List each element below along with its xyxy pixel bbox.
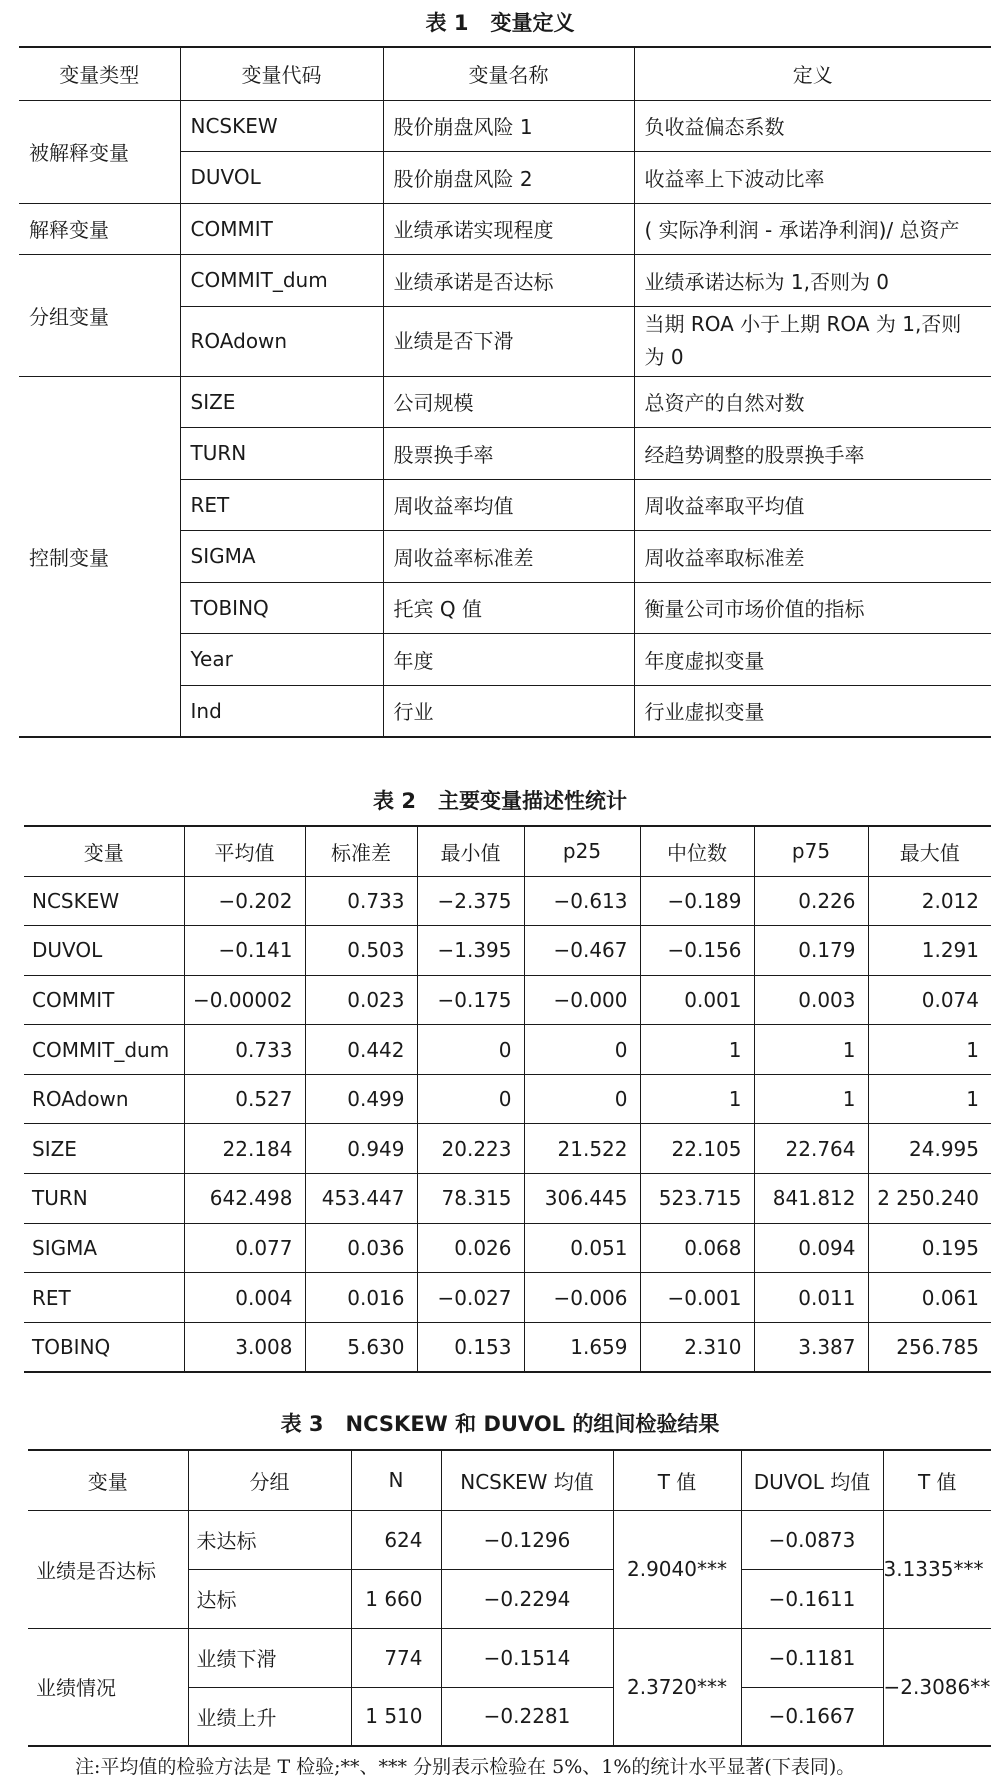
stat-value-cell: 0.003 (754, 975, 868, 1025)
table-row (24, 1322, 991, 1372)
table-row (28, 1628, 991, 1687)
variable-type-cell: 解释变量 (19, 203, 180, 255)
table2-header-cell: 标准差 (305, 826, 417, 876)
stat-value-cell: 0.001 (640, 975, 754, 1025)
table1-header-row (19, 47, 991, 100)
stat-value-cell: 0.011 (754, 1273, 868, 1323)
table3-header-cell: T 值 (883, 1450, 991, 1510)
stat-value-cell: 523.715 (640, 1174, 754, 1224)
group-label-cell: 达标 (188, 1569, 351, 1628)
table-row (24, 926, 991, 976)
stat-value-cell: −0.000 (524, 975, 640, 1025)
table2-header-cell: 最小值 (417, 826, 524, 876)
table-row (19, 255, 991, 307)
table-row (28, 1510, 991, 1569)
stat-value-cell: 0.179 (754, 926, 868, 976)
stat-value-cell: 21.522 (524, 1124, 640, 1174)
table3-header-cell: N (351, 1450, 441, 1510)
duvol-mean-cell: −0.1611 (741, 1569, 883, 1628)
stat-value-cell: 642.498 (184, 1174, 305, 1224)
variable-name-cell: 股价崩盘风险 2 (383, 152, 634, 204)
variable-type-cell: 被解释变量 (19, 100, 180, 203)
stat-value-cell: −2.375 (417, 876, 524, 926)
table2-header-row (24, 826, 991, 876)
table-row (24, 1273, 991, 1323)
stat-value-cell: 1.291 (868, 926, 991, 976)
variable-type-cell: 分组变量 (19, 255, 180, 377)
definition-cell: 收益率上下波动比率 (634, 152, 991, 204)
stat-value-cell: 0.442 (305, 1025, 417, 1075)
variable-name-cell: 股价崩盘风险 1 (383, 100, 634, 152)
stat-value-cell: −0.202 (184, 876, 305, 926)
stat-value-cell: 22.105 (640, 1124, 754, 1174)
table3-header-row (28, 1450, 991, 1510)
stat-value-cell: 1 (640, 1025, 754, 1075)
stat-value-cell: 0.068 (640, 1223, 754, 1273)
variable-cell: COMMIT (24, 975, 184, 1025)
table3-caption-number: 表 3 (280, 1412, 324, 1436)
stat-value-cell: 5.630 (305, 1322, 417, 1372)
table1-header-cell: 变量类型 (19, 47, 180, 100)
stat-value-cell: 0.195 (868, 1223, 991, 1273)
variable-cell: DUVOL (24, 926, 184, 976)
variable-code-cell: ROAdown (180, 306, 383, 376)
ncskew-t-cell: 2.9040*** (613, 1510, 741, 1628)
table3-caption (0, 1409, 1000, 1439)
variable-name-cell: 业绩承诺是否达标 (383, 255, 634, 307)
duvol-mean-cell: −0.1667 (741, 1687, 883, 1746)
table-row (24, 876, 991, 926)
stat-value-cell: −0.006 (524, 1273, 640, 1323)
stat-value-cell: 841.812 (754, 1174, 868, 1224)
stat-value-cell: 22.764 (754, 1124, 868, 1174)
stat-value-cell: 1.659 (524, 1322, 640, 1372)
table1-header-cell: 变量名称 (383, 47, 634, 100)
table-row (24, 1074, 991, 1124)
ncskew-t-cell: 2.3720*** (613, 1628, 741, 1746)
table3-header-cell: T 值 (613, 1450, 741, 1510)
descriptive-statistics-table (24, 825, 991, 1373)
table2-header-cell: 变量 (24, 826, 184, 876)
stat-value-cell: 1 (754, 1074, 868, 1124)
stat-value-cell: 1 (754, 1025, 868, 1075)
stat-value-cell: 0.004 (184, 1273, 305, 1323)
variable-name-cell: 年度 (383, 634, 634, 686)
stat-value-cell: 0 (524, 1074, 640, 1124)
table-row (24, 1124, 991, 1174)
variable-code-cell: RET (180, 479, 383, 531)
variable-code-cell: TURN (180, 428, 383, 480)
variable-code-cell: Ind (180, 685, 383, 737)
stat-value-cell: 78.315 (417, 1174, 524, 1224)
stat-value-cell: 20.223 (417, 1124, 524, 1174)
stat-value-cell: 0.153 (417, 1322, 524, 1372)
variable-type-cell: 控制变量 (19, 376, 180, 737)
table2-caption-title: 主要变量描述性统计 (437, 789, 627, 813)
stat-value-cell: 0.074 (868, 975, 991, 1025)
table-row (24, 1174, 991, 1224)
stat-value-cell: −0.001 (640, 1273, 754, 1323)
variable-definition-table (19, 46, 991, 738)
stat-value-cell: −0.613 (524, 876, 640, 926)
stat-value-cell: 3.008 (184, 1322, 305, 1372)
table1-header-cell: 变量代码 (180, 47, 383, 100)
variable-code-cell: TOBINQ (180, 582, 383, 634)
ncskew-mean-cell: −0.1514 (441, 1628, 613, 1687)
table1-header-cell: 定义 (634, 47, 991, 100)
group-variable-cell: 业绩是否达标 (28, 1510, 188, 1628)
n-cell: 774 (351, 1628, 441, 1687)
stat-value-cell: 2 250.240 (868, 1174, 991, 1224)
table2-header-cell: 最大值 (868, 826, 991, 876)
stat-value-cell: −0.141 (184, 926, 305, 976)
stat-value-cell: 0.527 (184, 1074, 305, 1124)
group-label-cell: 未达标 (188, 1510, 351, 1569)
variable-cell: RET (24, 1273, 184, 1323)
table2-header-cell: p25 (524, 826, 640, 876)
stat-value-cell: 1 (640, 1074, 754, 1124)
stat-value-cell: −0.467 (524, 926, 640, 976)
definition-cell: 经趋势调整的股票换手率 (634, 428, 991, 480)
ncskew-mean-cell: −0.1296 (441, 1510, 613, 1569)
definition-cell: 业绩承诺达标为 1,否则为 0 (634, 255, 991, 307)
table3-caption-title: NCSKEW 和 DUVOL 的组间检验结果 (345, 1412, 720, 1436)
variable-code-cell: Year (180, 634, 383, 686)
stat-value-cell: 0 (524, 1025, 640, 1075)
table1-caption-title: 变量定义 (490, 11, 575, 35)
stat-value-cell: 0.733 (305, 876, 417, 926)
stat-value-cell: −0.175 (417, 975, 524, 1025)
definition-cell: 衡量公司市场价值的指标 (634, 582, 991, 634)
table-row (19, 100, 991, 152)
stat-value-cell: 0.499 (305, 1074, 417, 1124)
definition-cell: 总资产的自然对数 (634, 376, 991, 428)
variable-name-cell: 股票换手率 (383, 428, 634, 480)
group-variable-cell: 业绩情况 (28, 1628, 188, 1746)
stat-value-cell: 1 (868, 1025, 991, 1075)
table1-caption-number: 表 1 (425, 11, 469, 35)
stat-value-cell: 0.016 (305, 1273, 417, 1323)
table2-caption (0, 786, 1000, 816)
duvol-t-cell: 3.1335*** (883, 1510, 991, 1628)
table2-header-cell: 中位数 (640, 826, 754, 876)
variable-cell: TOBINQ (24, 1322, 184, 1372)
stat-value-cell: 0.026 (417, 1223, 524, 1273)
variable-name-cell: 公司规模 (383, 376, 634, 428)
table1-caption (0, 8, 1000, 38)
variable-name-cell: 托宾 Q 值 (383, 582, 634, 634)
stat-value-cell: 3.387 (754, 1322, 868, 1372)
definition-cell: 年度虚拟变量 (634, 634, 991, 686)
stat-value-cell: 2.012 (868, 876, 991, 926)
group-label-cell: 业绩下滑 (188, 1628, 351, 1687)
stat-value-cell: 0.226 (754, 876, 868, 926)
ncskew-mean-cell: −0.2281 (441, 1687, 613, 1746)
duvol-mean-cell: −0.1181 (741, 1628, 883, 1687)
stat-value-cell: 0.023 (305, 975, 417, 1025)
variable-cell: SIGMA (24, 1223, 184, 1273)
stat-value-cell: 22.184 (184, 1124, 305, 1174)
definition-cell: 行业虚拟变量 (634, 685, 991, 737)
table-row (19, 376, 991, 428)
stat-value-cell: −0.156 (640, 926, 754, 976)
table3-header-cell: DUVOL 均值 (741, 1450, 883, 1510)
variable-cell: COMMIT_dum (24, 1025, 184, 1075)
n-cell: 1 660 (351, 1569, 441, 1628)
variable-code-cell: DUVOL (180, 152, 383, 204)
table-row (19, 203, 991, 255)
stat-value-cell: 0.061 (868, 1273, 991, 1323)
stat-value-cell: 0 (417, 1074, 524, 1124)
table-row (24, 1025, 991, 1075)
group-label-cell: 业绩上升 (188, 1687, 351, 1746)
stat-value-cell: 0.036 (305, 1223, 417, 1273)
table2-header-cell: 平均值 (184, 826, 305, 876)
stat-value-cell: 306.445 (524, 1174, 640, 1224)
table-row (24, 1223, 991, 1273)
variable-cell: TURN (24, 1174, 184, 1224)
stat-value-cell: 0.733 (184, 1025, 305, 1075)
table3-header-cell: NCSKEW 均值 (441, 1450, 613, 1510)
definition-cell: ( 实际净利润 - 承诺净利润)/ 总资产 (634, 203, 991, 255)
stat-value-cell: 1 (868, 1074, 991, 1124)
table3-header-cell: 分组 (188, 1450, 351, 1510)
table3-header-cell: 变量 (28, 1450, 188, 1510)
stat-value-cell: −0.189 (640, 876, 754, 926)
stat-value-cell: 0.503 (305, 926, 417, 976)
stat-value-cell: 256.785 (868, 1322, 991, 1372)
stat-value-cell: 0.077 (184, 1223, 305, 1273)
stat-value-cell: 0 (417, 1025, 524, 1075)
variable-code-cell: SIZE (180, 376, 383, 428)
duvol-mean-cell: −0.0873 (741, 1510, 883, 1569)
stat-value-cell: 0.949 (305, 1124, 417, 1174)
variable-name-cell: 周收益率均值 (383, 479, 634, 531)
stat-value-cell: 24.995 (868, 1124, 991, 1174)
variable-name-cell: 行业 (383, 685, 634, 737)
stat-value-cell: 2.310 (640, 1322, 754, 1372)
table2-caption-number: 表 2 (373, 789, 416, 813)
variable-code-cell: COMMIT_dum (180, 255, 383, 307)
variable-name-cell: 业绩承诺实现程度 (383, 203, 634, 255)
variable-name-cell: 业绩是否下滑 (383, 306, 634, 376)
stat-value-cell: −1.395 (417, 926, 524, 976)
table2-header-cell: p75 (754, 826, 868, 876)
definition-cell: 周收益率取标准差 (634, 531, 991, 583)
stat-value-cell: 0.051 (524, 1223, 640, 1273)
n-cell: 624 (351, 1510, 441, 1569)
definition-cell: 当期 ROA 小于上期 ROA 为 1,否则为 0 (634, 306, 991, 376)
variable-code-cell: COMMIT (180, 203, 383, 255)
stat-value-cell: 453.447 (305, 1174, 417, 1224)
variable-cell: NCSKEW (24, 876, 184, 926)
variable-code-cell: SIGMA (180, 531, 383, 583)
variable-cell: ROAdown (24, 1074, 184, 1124)
table-footnote: 注:平均值的检验方法是 T 检验;**、*** 分别表示检验在 5%、1%的统计水平显著(下表同)。 (75, 1756, 856, 1778)
stat-value-cell: −0.027 (417, 1273, 524, 1323)
stat-value-cell: −0.00002 (184, 975, 305, 1025)
group-test-table (28, 1449, 991, 1747)
table-row (24, 975, 991, 1025)
variable-cell: SIZE (24, 1124, 184, 1174)
variable-name-cell: 周收益率标准差 (383, 531, 634, 583)
definition-cell: 周收益率取平均值 (634, 479, 991, 531)
duvol-t-cell: −2.3086** (883, 1628, 991, 1746)
ncskew-mean-cell: −0.2294 (441, 1569, 613, 1628)
variable-code-cell: NCSKEW (180, 100, 383, 152)
stat-value-cell: 0.094 (754, 1223, 868, 1273)
n-cell: 1 510 (351, 1687, 441, 1746)
definition-cell: 负收益偏态系数 (634, 100, 991, 152)
